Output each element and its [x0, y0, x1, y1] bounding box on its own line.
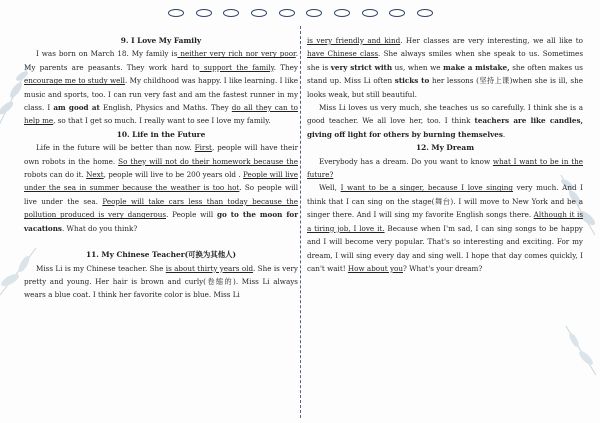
left-column	[24, 34, 298, 302]
section-11-paragraph-continued: is very friendly and kind. Her classes are very interesting, we all like to have Chinese class. She always smiles when she speak to us. Sometimes she is very strict with us, when we make a mistake, she often makes us stand up. Miss Li often sticks to her lessons (坚持上课)when she is ill, she looks weak, but still beautiful.	[307, 36, 584, 99]
binder-ring-icon	[334, 9, 350, 17]
section-11-paragraph-2: Miss Li loves us very much, she teaches us so carefully. I think she is a good teacher. We all love her, too. I think teachers are like candles, giving off light for others by burning themselves.	[307, 103, 583, 139]
binder-ring-icon	[251, 9, 267, 17]
section-11-paragraph: Miss Li is my Chinese teacher. She is about thirty years old. She is very pretty and young. Her hair is brown and curly(卷缩的). Miss Li always wears a blue coat. I think her favorite color is blue. Miss Li	[24, 263, 298, 300]
binder-ring-icon	[306, 9, 322, 17]
section-12-paragraph-1: Everybody has a dream. Do you want to know what I want to be in the future?	[307, 156, 584, 180]
binder-ring-icon	[362, 9, 378, 17]
section-11-title: 11. My Chinese Teacher(可换为其他人)	[85, 250, 236, 260]
right-column	[307, 34, 583, 275]
binder-ring-icon	[279, 9, 295, 17]
binder-ring-icon	[417, 9, 433, 17]
binder-ring-icon	[389, 9, 405, 17]
section-12-paragraph-2: Well, I want to be a singer, because I love singing very much. And I think that I can sing on the stage(舞台). I will move to New York and be a singer there. And I will sing my favorite English songs there. Although it is a tiring job, I love it. Because when I'm sad, I can sing songs to be happy and I will become very popular. That's so interesting and exciting. For my dream, I will sing every day and sing well. I hope that day comes quickly, I can't wait! How about you? What's your dream?	[307, 183, 584, 273]
leaf-decoration-icon	[560, 320, 600, 380]
section-10-title: 10. Life in the Future	[116, 129, 206, 139]
section-9-title: 9. I Love My Family	[120, 36, 202, 45]
binder-ring-icon	[223, 9, 239, 17]
section-10-paragraph: Life in the future will be better than now. First, people will have their own robots in the home. So they will not do their homework because the robots can do it. Next, people will live to be 200 years old . People will live under the sea in summer because the weather is too hot. So people will live under the sea. People will take cars less than today because the pollution produced is very dangerous. People will go to the moon for vacations. What do you think?	[24, 143, 299, 233]
binder-rings	[168, 6, 433, 20]
binder-ring-icon	[168, 9, 184, 17]
section-11-continued-text: . She is very pretty and young. Her hair is brown and curly(卷缩的). Miss Li always wears a blue coat. I think her favorite color is blue. Miss Li	[24, 263, 298, 300]
section-12-title: 12. My Dream	[415, 143, 475, 153]
binder-ring-icon	[196, 9, 212, 17]
section-9-paragraph: I was born on March 18. My family is neither very rich nor very poor. My parents are peasants. They work hard to support the family. They encourage me to study well. My childhood was happy. I like learning. I like music and sports, too. I can run very fast and am the fastest runner in my class. I am good at English, Physics and Maths. They do all they can to help me, so that I get so much. I really want to see I love my family.	[24, 49, 298, 126]
column-divider	[300, 26, 301, 418]
